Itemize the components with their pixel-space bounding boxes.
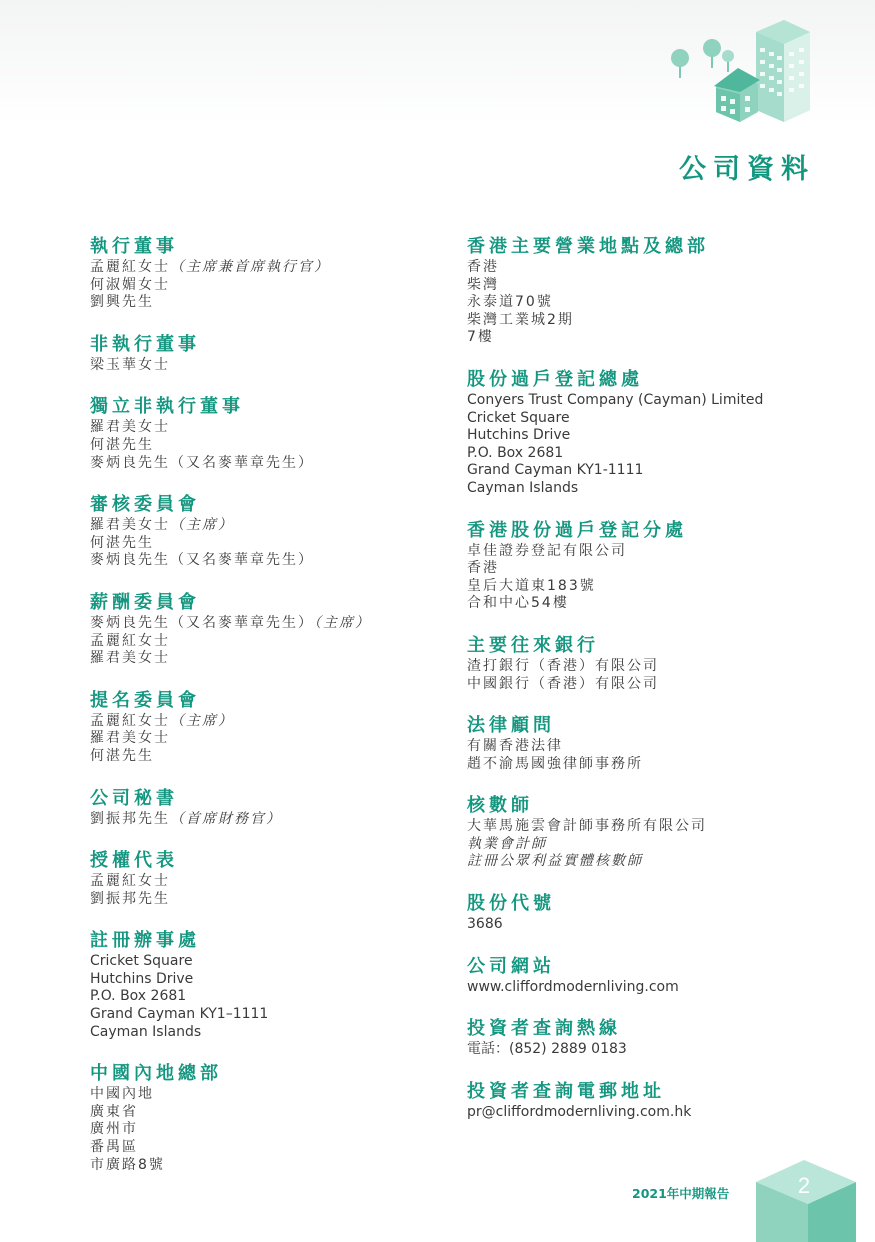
section-heading: 執行董事 [90,236,178,257]
info-line [467,560,827,578]
info-line [467,259,827,277]
info-section [90,236,430,312]
info-text: 電話：(852) 2889 0183 [467,1041,627,1058]
info-text: 羅君美女士 [90,730,170,747]
info-line [467,543,827,561]
info-line [90,891,430,909]
section-heading: 投資者查詢熱線 [467,1018,621,1040]
info-text: 何湛先生 [90,436,154,453]
info-line [90,1104,430,1122]
info-text: 麥炳良先生（又名麥華章先生） [90,454,314,471]
info-section [90,930,430,1041]
info-text: 羅君美女士 [90,517,170,534]
info-text: 中國銀行（香港）有限公司 [467,675,659,692]
info-section [90,690,430,766]
info-line [467,312,827,330]
info-text: 執業會計師 [467,835,547,852]
info-line [467,578,827,596]
info-section [90,396,430,472]
info-line [90,535,430,553]
left-column [90,236,430,1196]
report-label: 2021年中期報告 [632,1186,730,1201]
info-section [90,334,430,375]
role-note: （主席） [314,614,371,631]
info-text: 中國內地 [90,1086,154,1103]
info-text: 趙不渝馬國強律師事務所 [467,755,643,772]
info-line [467,979,827,997]
section-heading: 公司秘書 [90,787,178,809]
section-heading: 法律顧問 [467,715,555,737]
info-text: 大華馬施雲會計師事務所有限公司 [467,818,707,835]
info-text: Hutchins Drive [467,427,571,444]
info-line [467,277,827,295]
info-text: Conyers Trust Company (Cayman) Limited [467,391,764,408]
info-text: Hutchins Drive [90,970,194,987]
info-section [90,850,430,908]
info-section [467,369,827,498]
info-line [467,818,827,836]
info-section [467,1018,827,1059]
info-line [90,357,430,375]
info-text: 梁玉華女士 [90,356,170,373]
info-text: 香港 [467,560,499,577]
info-text: 羅君美女士 [90,419,170,436]
info-line [90,1006,430,1024]
section-heading: 薪酬委員會 [90,591,200,613]
role-note: （主席） [170,517,234,534]
info-text: 何淑媚女士 [90,276,170,293]
info-line [467,445,827,463]
info-text: 柴灣 [467,276,499,293]
info-line [90,1024,430,1042]
info-line [90,1157,430,1175]
info-line [90,615,430,633]
section-heading: 公司網站 [467,955,555,977]
info-line [90,971,430,989]
info-text: Grand Cayman KY1–1111 [90,1006,269,1023]
section-heading: 主要往來銀行 [467,634,599,656]
info-text: 有關香港法律 [467,738,563,755]
info-text: 孟麗紅女士 [90,259,170,275]
section-heading: 獨立非執行董事 [90,396,244,418]
info-text: pr@cliffordmodernliving.com.hk [467,1103,692,1120]
info-text: 孟麗紅女士 [90,632,170,649]
info-line [90,277,430,295]
info-text: 孟麗紅女士 [90,873,170,890]
info-text: 孟麗紅女士 [90,712,170,729]
info-line [467,916,827,934]
info-text: Cricket Square [90,953,193,970]
info-line [467,658,827,676]
info-line [467,676,827,694]
info-line [90,811,430,829]
info-text: Cayman Islands [90,1023,202,1040]
info-line [90,294,430,312]
section-heading: 提名委員會 [90,689,200,711]
info-line [467,1104,827,1122]
info-line [467,427,827,445]
info-line [90,259,430,277]
page-number: 2 [797,1173,811,1198]
info-section [467,236,827,347]
section-heading: 股份過戶登記總處 [467,368,643,390]
info-line [90,953,430,971]
section-heading: 註冊辦事處 [90,930,200,952]
info-text: 廣東省 [90,1103,138,1120]
info-section [90,1063,430,1174]
info-line [90,1139,430,1157]
info-line [467,853,827,871]
info-line [467,1041,827,1059]
info-section [90,788,430,829]
section-heading: 香港主要營業地點及總部 [467,236,709,257]
info-line [467,392,827,410]
info-section [467,893,827,934]
info-line [90,437,430,455]
section-heading: 非執行董事 [90,333,200,355]
info-text: 羅君美女士 [90,650,170,667]
info-text: 卓佳證券登記有限公司 [467,542,627,559]
section-heading: 審核委員會 [90,494,200,516]
page-title: 公司資料 [679,154,815,185]
info-section [90,592,430,668]
info-text: 番禺區 [90,1139,138,1156]
info-text: 皇后大道東183號 [467,577,596,594]
info-text: P.O. Box 2681 [90,988,187,1005]
info-section [467,715,827,773]
info-line [90,517,430,535]
info-text: Cricket Square [467,409,570,426]
info-text: 劉振邦先生 [90,890,170,907]
info-line [467,595,827,613]
info-text: www.cliffordmodernliving.com [467,978,679,995]
info-line [90,419,430,437]
info-text: Grand Cayman KY1-1111 [467,462,644,479]
info-line [90,988,430,1006]
info-line [467,410,827,428]
info-text: 劉振邦先生 [90,810,170,827]
info-line [467,756,827,774]
info-line [90,633,430,651]
info-text: 市廣路8號 [90,1156,165,1173]
info-text: 香港 [467,259,499,275]
info-line [90,730,430,748]
info-text: 永泰道70號 [467,294,553,311]
section-heading: 香港股份過戶登記分處 [467,519,687,541]
right-column [467,236,827,1143]
info-text: 麥炳良先生（又名麥華章先生） [90,552,314,569]
info-text: 何湛先生 [90,747,154,764]
info-line [90,552,430,570]
info-line [90,713,430,731]
info-section [467,520,827,613]
section-heading: 股份代號 [467,893,555,915]
info-text: 柴灣工業城2期 [467,311,574,328]
info-text: 廣州市 [90,1121,138,1138]
section-heading: 中國內地總部 [90,1063,222,1085]
info-line [467,480,827,498]
section-heading: 授權代表 [90,850,178,872]
info-text: 7樓 [467,329,494,346]
info-text: 3686 [467,916,503,933]
info-line [90,455,430,473]
role-note: （主席） [170,712,234,729]
info-section [467,795,827,871]
info-text: 合和中心54樓 [467,595,569,612]
info-section [467,1081,827,1122]
section-heading: 投資者查詢電郵地址 [467,1080,665,1102]
role-note: （首席財務官） [170,810,282,827]
info-line [467,329,827,347]
info-line [467,738,827,756]
info-line [467,462,827,480]
info-section [467,635,827,693]
section-heading: 核數師 [467,795,533,817]
info-text: 劉興先生 [90,294,154,311]
info-text: Cayman Islands [467,479,579,496]
info-line [90,650,430,668]
info-section [467,956,827,997]
info-section [90,494,430,570]
info-line [90,1121,430,1139]
buildings-and-trees-icon [668,12,813,124]
info-text: 渣打銀行（香港）有限公司 [467,657,659,674]
info-line [90,748,430,766]
info-text: 何湛先生 [90,534,154,551]
info-text: 麥炳良先生（又名麥華章先生） [90,614,314,631]
info-line [467,836,827,854]
info-line [90,1086,430,1104]
info-line [90,873,430,891]
info-text: P.O. Box 2681 [467,444,564,461]
role-note: （主席兼首席執行官） [170,259,330,275]
info-text: 註冊公眾利益實體核數師 [467,853,643,870]
info-line [467,294,827,312]
